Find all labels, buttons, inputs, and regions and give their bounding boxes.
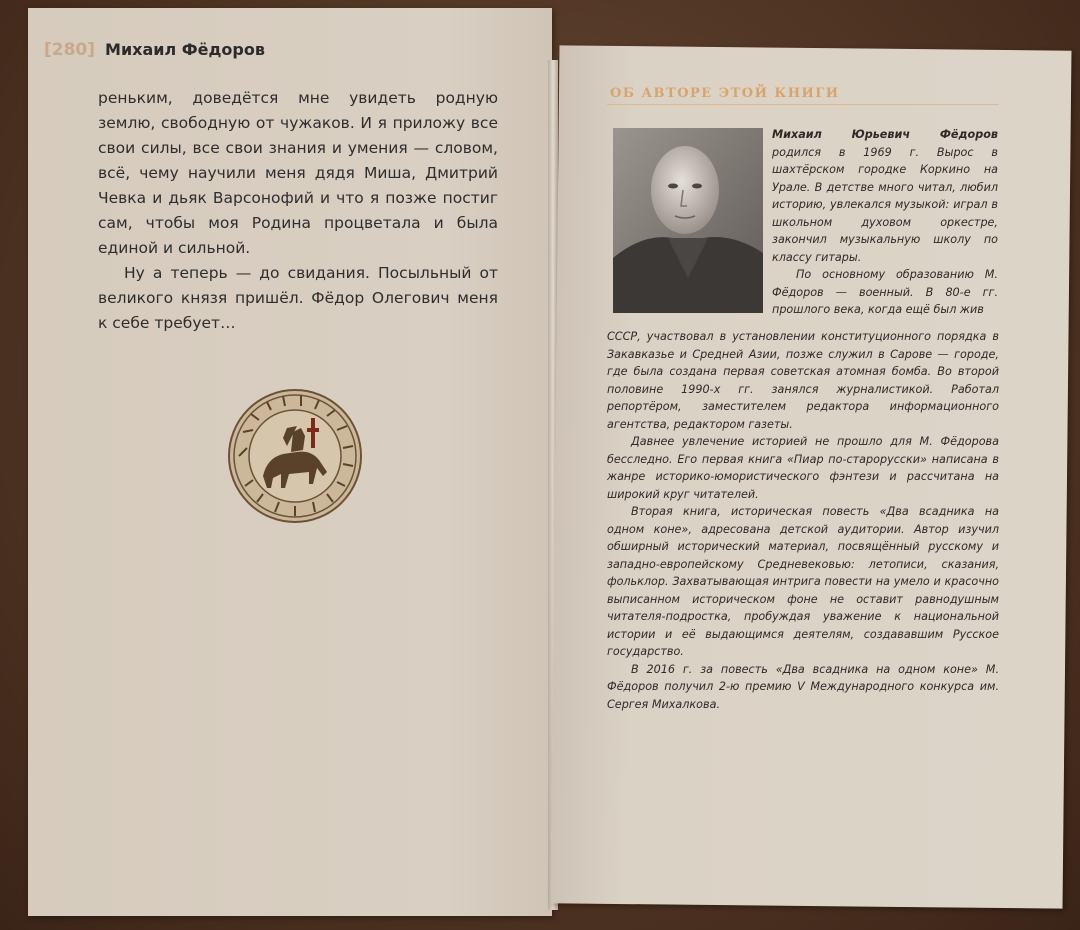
author-name: Михаил Юрьевич Фёдоров	[772, 128, 998, 141]
bio-paragraph: В 2016 г. за повесть «Два всадника на одном коне» М. Фёдоров получил 2-ю премию V Международного конкурса им. Сергея Михалкова.	[607, 662, 999, 711]
bio-second-rest: СССР, участвовал в установлении конституционного порядка в Закавказье и Средней Азии, позже служил в Сарове — городе, где была создана первая советская атомная бомба. Во второй половине 1990-х гг. занялся журналистикой. Работал репортёром, заместителем редактора информационного агентства, редактором газеты.	[607, 330, 999, 431]
running-head-author: Михаил Фёдоров	[105, 40, 265, 59]
page-number: [280]	[44, 40, 96, 60]
section-title: ОБ АВТОРЕ ЭТОЙ КНИГИ	[610, 86, 840, 101]
left-paragraph: Ну а теперь — до свидания. Посыльный от великого князя пришёл. Фёдор Олегович меня к себе требует…	[98, 264, 498, 332]
left-body-text	[98, 86, 498, 336]
bio-main	[607, 328, 999, 713]
bio-paragraph: Вторая книга, историческая повесть «Два всадника на одном коне», адресована детской аудитории. Автор изучил обширный исторический материал, посвящённый русскому и западно-европейскому Средневековью: летописи, сказания, фольклор. Захватывающая интрига повести на умело и красочно выписанном историческом фоне не оставит равнодушным читателя-подростка, пробуждая уважение к национальной истории и её выдающимся деятелям, создававшим Русское государство.	[607, 505, 999, 658]
bio-intro	[772, 126, 998, 319]
title-underline	[607, 104, 999, 105]
bio-first-text: родился в 1969 г. Вырос в шахтёрском городке Коркино на Урале. В детстве много читал, любил историю, увлекался музыкой: играл в школьном духовом оркестре, закончил музыкальную школу по классу гитары.	[772, 145, 998, 264]
left-paragraph: реньким, доведётся мне увидеть родную землю, свободную от чужаков. И я приложу все свои силы, все свои знания и умения — словом, всё, чему научили меня дядя Миша, Дмитрий Чевка и дьяк Варсонофий и что я позже постиг сам, чтобы моя Родина процветала и была единой и сильной.	[98, 89, 498, 257]
bio-second-start: По основному образованию М. Фёдоров — военный. В 80-е гг. прошлого века, когда ещё был жив	[772, 268, 998, 316]
bio-paragraph: Давнее увлечение историей не прошло для М. Фёдорова бесследно. Его первая книга «Пиар по-старорусски» написана в жанре историко-юмористического фэнтези и рассчитана на широкий круг читателей.	[607, 435, 999, 501]
running-head	[44, 40, 265, 60]
templar-seal-icon	[227, 388, 363, 524]
author-portrait-photo	[613, 128, 763, 313]
